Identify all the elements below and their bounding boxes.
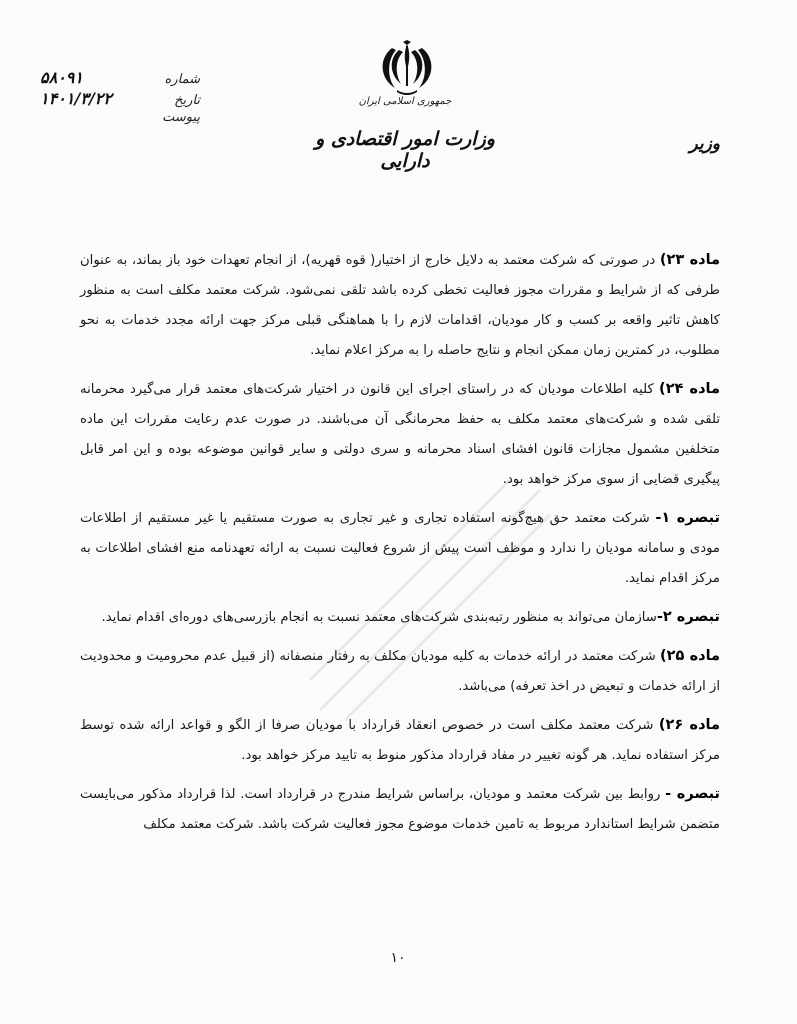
paragraph-article-24 xyxy=(80,374,720,495)
number-label: شماره xyxy=(164,72,200,87)
article-label: ماده ۲۳) xyxy=(659,252,720,268)
letter-metadata xyxy=(40,68,200,131)
ministry-title: وزارت امور اقتصادی و دارایی xyxy=(315,128,495,172)
minister-title: وزیر xyxy=(689,134,720,154)
note-text: سازمان می‌تواند به منظور رتبه‌بندی شرکت‌های معتمد نسبت به انجام بازرسی‌های دوره‌ای اقدام نماید. xyxy=(101,610,657,625)
number-value: ۵۸۰۹۱ xyxy=(40,68,83,87)
attachment-label: پیوست xyxy=(162,110,200,125)
note-label: تبصره ۱- xyxy=(655,510,720,526)
date-value: ۱۴۰۱/۳/۲۲ xyxy=(40,89,112,108)
date-row xyxy=(40,89,200,110)
page-number: ۱۰ xyxy=(390,950,406,966)
paragraph-article-26 xyxy=(80,710,720,771)
article-text: شرکت معتمد در ارائه خدمات به کلیه مودیان مکلف به رفتار منصفانه (از قبیل عدم محرومیت و محدودیت از ارائه خدمات و تبعیض در اخذ تعرفه) می‌باشد. xyxy=(80,649,720,694)
article-text: در صورتی که شرکت معتمد به دلایل خارج از اختیار( قوه قهریه)، از انجام تعهدات خود باز بماند، به عنوان طرفی که از شرایط و مقررات مجوز فعالیت تخطی کرده باشد تلقی نمی‌شود. شرکت معتمد مکلف است به منظور کاهش تاثیر واقعه بر کسب و کار مودیان، اقدامات لازم را با هماهنگی قبلی مرکز جهت ارائه مجدد خدمات به نحو مطلوب، در کمترین زمان ممکن انجام و نتایج حاصله را به مرکز اعلام نماید. xyxy=(80,253,720,358)
article-text: شرکت معتمد مکلف است در خصوص انعقاد قرارداد با مودیان صرفا از الگو و قواعد ارائه شده توسط مرکز استفاده نماید. هر گونه تغییر در مفاد قرارداد مذکور منوط به تایید مرکز خواهد بود. xyxy=(80,718,720,763)
article-label: ماده ۲۵) xyxy=(660,648,720,664)
document-body xyxy=(80,245,720,846)
paragraph-note xyxy=(80,779,720,840)
paragraph-note-2 xyxy=(80,602,720,633)
article-text: کلیه اطلاعات مودیان که در راستای اجرای این قانون در اختیار شرکت‌های معتمد قرار می‌گیرد محرمانه تلقی شده و شرکت‌های معتمد مکلف به حفظ محرمانگی آن می‌باشند. در صورت عدم رعایت مقررات این ماده متخلفین مشمول مجازات قانون افشای اسناد محرمانه و سری دولتی و سایر قوانین موضوعه بوده و این امر قابل پیگیری قضایی از سوی مرکز خواهد بود. xyxy=(80,382,720,487)
paragraph-note-1 xyxy=(80,503,720,594)
date-label: تاریخ xyxy=(174,93,200,108)
note-label: تبصره ۲- xyxy=(656,609,720,625)
note-text: شرکت معتمد حق هیچ‌گونه استفاده تجاری و غیر تجاری به صورت مستقیم یا غیر مستقیم از اطلاعات مودی و سامانه مودیان را ندارد و موظف است پیش از شروع فعالیت نسبت به ارائه تعهدنامه منع افشای اطلاعات به مرکز اقدام نماید. xyxy=(80,511,720,586)
attachment-row xyxy=(40,110,200,131)
number-row xyxy=(40,68,200,89)
iran-emblem-icon xyxy=(375,40,439,98)
article-label: ماده ۲۴) xyxy=(659,381,720,397)
article-label: ماده ۲۶) xyxy=(658,717,720,733)
paragraph-article-23 xyxy=(80,245,720,366)
note-label: تبصره - xyxy=(665,786,720,802)
note-text: روابط بین شرکت معتمد و مودیان، براساس شرایط مندرج در قرارداد است. لذا قرارداد مذکور می‌بایست متضمن شرایط استاندارد مربوط به تامین خدمات موضوع مجوز فعالیت شرکت باشد. شرکت معتمد مکلف xyxy=(80,787,720,832)
emblem-caption: جمهوری اسلامی ایران xyxy=(358,96,452,107)
paragraph-article-25 xyxy=(80,641,720,702)
